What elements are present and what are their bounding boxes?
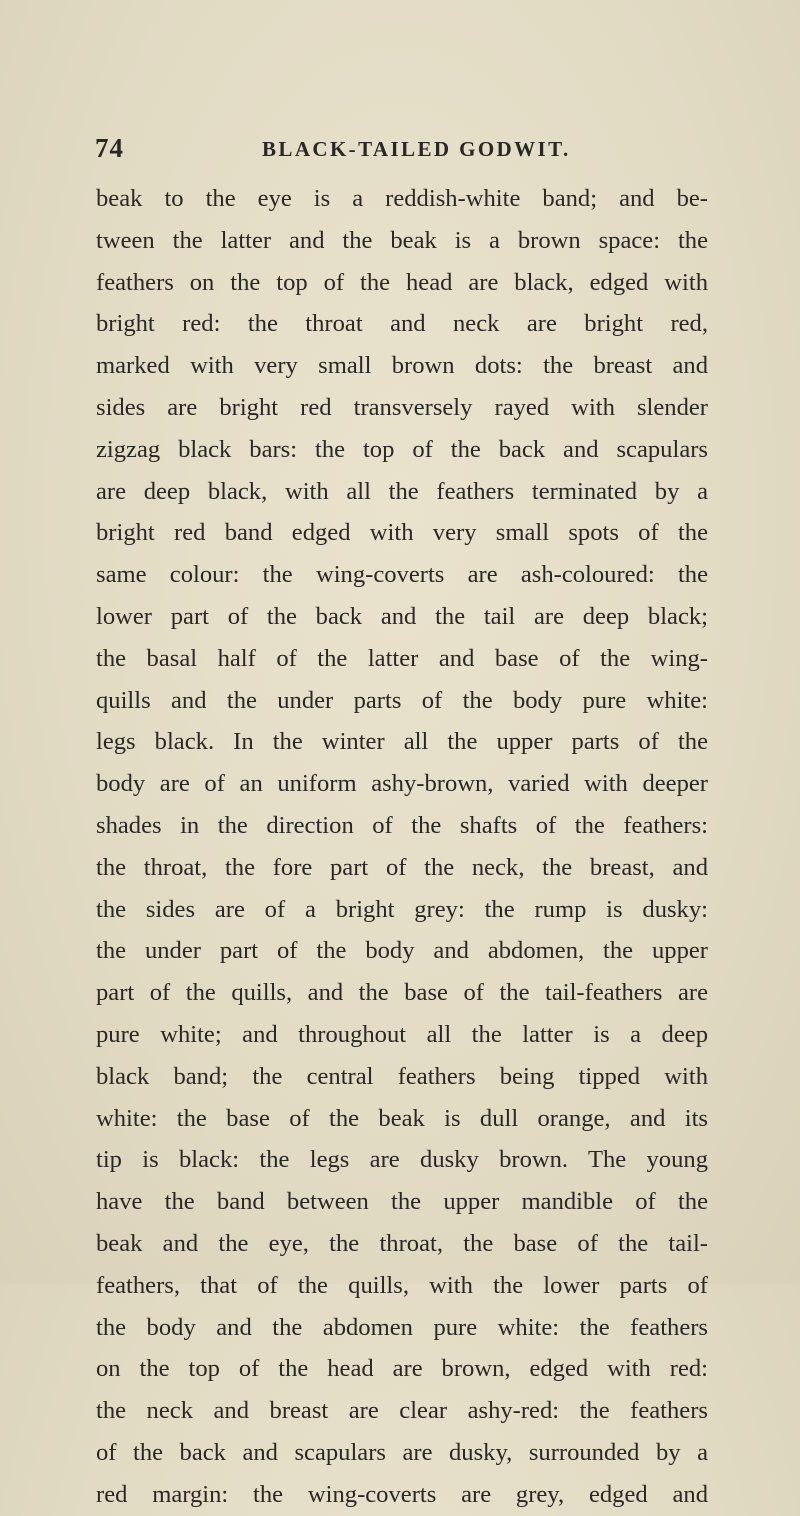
text-line: body are of an uniform ashy-brown, varied with deeper	[96, 770, 708, 798]
text-line: the basal half of the latter and base of the wing-	[96, 644, 708, 672]
text-line: feathers, that of the quills, with the lower parts of	[96, 1271, 708, 1299]
text-line: quills and the under parts of the body pure white:	[96, 686, 708, 714]
text-line: pure white; and throughout all the latter is a deep	[96, 1020, 708, 1048]
text-line: same colour: the wing-coverts are ash-coloured: the	[96, 561, 708, 589]
text-line: sides are bright red transversely rayed with slender	[96, 393, 708, 421]
text-line: on the top of the head are brown, edged with red:	[96, 1355, 708, 1383]
text-line: black band; the central feathers being tipped with	[96, 1062, 708, 1090]
text-line: the under part of the body and abdomen, the upper	[96, 937, 708, 965]
text-line: the sides are of a bright grey: the rump is dusky:	[96, 895, 708, 923]
text-line: have the band between the upper mandible of the	[96, 1188, 708, 1216]
text-line: beak to the eye is a reddish-white band; and be-	[96, 185, 708, 212]
text-line: bright red band edged with very small spots of the	[96, 519, 708, 547]
text-line: white: the base of the beak is dull orange, and its	[96, 1104, 708, 1132]
text-line: of the back and scapulars are dusky, surrounded by a	[96, 1438, 708, 1466]
text-line: the body and the abdomen pure white: the feathers	[96, 1313, 708, 1341]
text-line: feathers on the top of the head are black, edged with	[96, 268, 708, 296]
running-head	[0, 132, 800, 172]
text-line: zigzag black bars: the top of the back and scapulars	[96, 435, 708, 463]
text-line: tip is black: the legs are dusky brown. The young	[96, 1146, 708, 1174]
text-line: the throat, the fore part of the neck, the breast, and	[96, 853, 708, 881]
text-line: marked with very small brown dots: the breast and	[96, 352, 708, 380]
text-line: are deep black, with all the feathers terminated by a	[96, 477, 708, 505]
text-line: bright red: the throat and neck are bright red,	[96, 310, 708, 338]
text-line: the neck and breast are clear ashy-red: the feathers	[96, 1397, 708, 1425]
body-text	[96, 178, 708, 1516]
text-line: shades in the direction of the shafts of the feathers:	[96, 811, 708, 839]
text-line: red margin: the wing-coverts are grey, edged and	[96, 1480, 708, 1508]
running-title: BLACK-TAILED GODWIT.	[262, 137, 571, 161]
text-line: lower part of the back and the tail are deep black;	[96, 602, 708, 630]
text-line: beak and the eye, the throat, the base of the tail-	[96, 1229, 708, 1257]
text-line: legs black. In the winter all the upper parts of the	[96, 728, 708, 756]
text-line: tween the latter and the beak is a brown space: the	[96, 226, 708, 254]
page-number: 74	[95, 133, 124, 163]
text-line: part of the quills, and the base of the tail-feathers are	[96, 979, 708, 1007]
